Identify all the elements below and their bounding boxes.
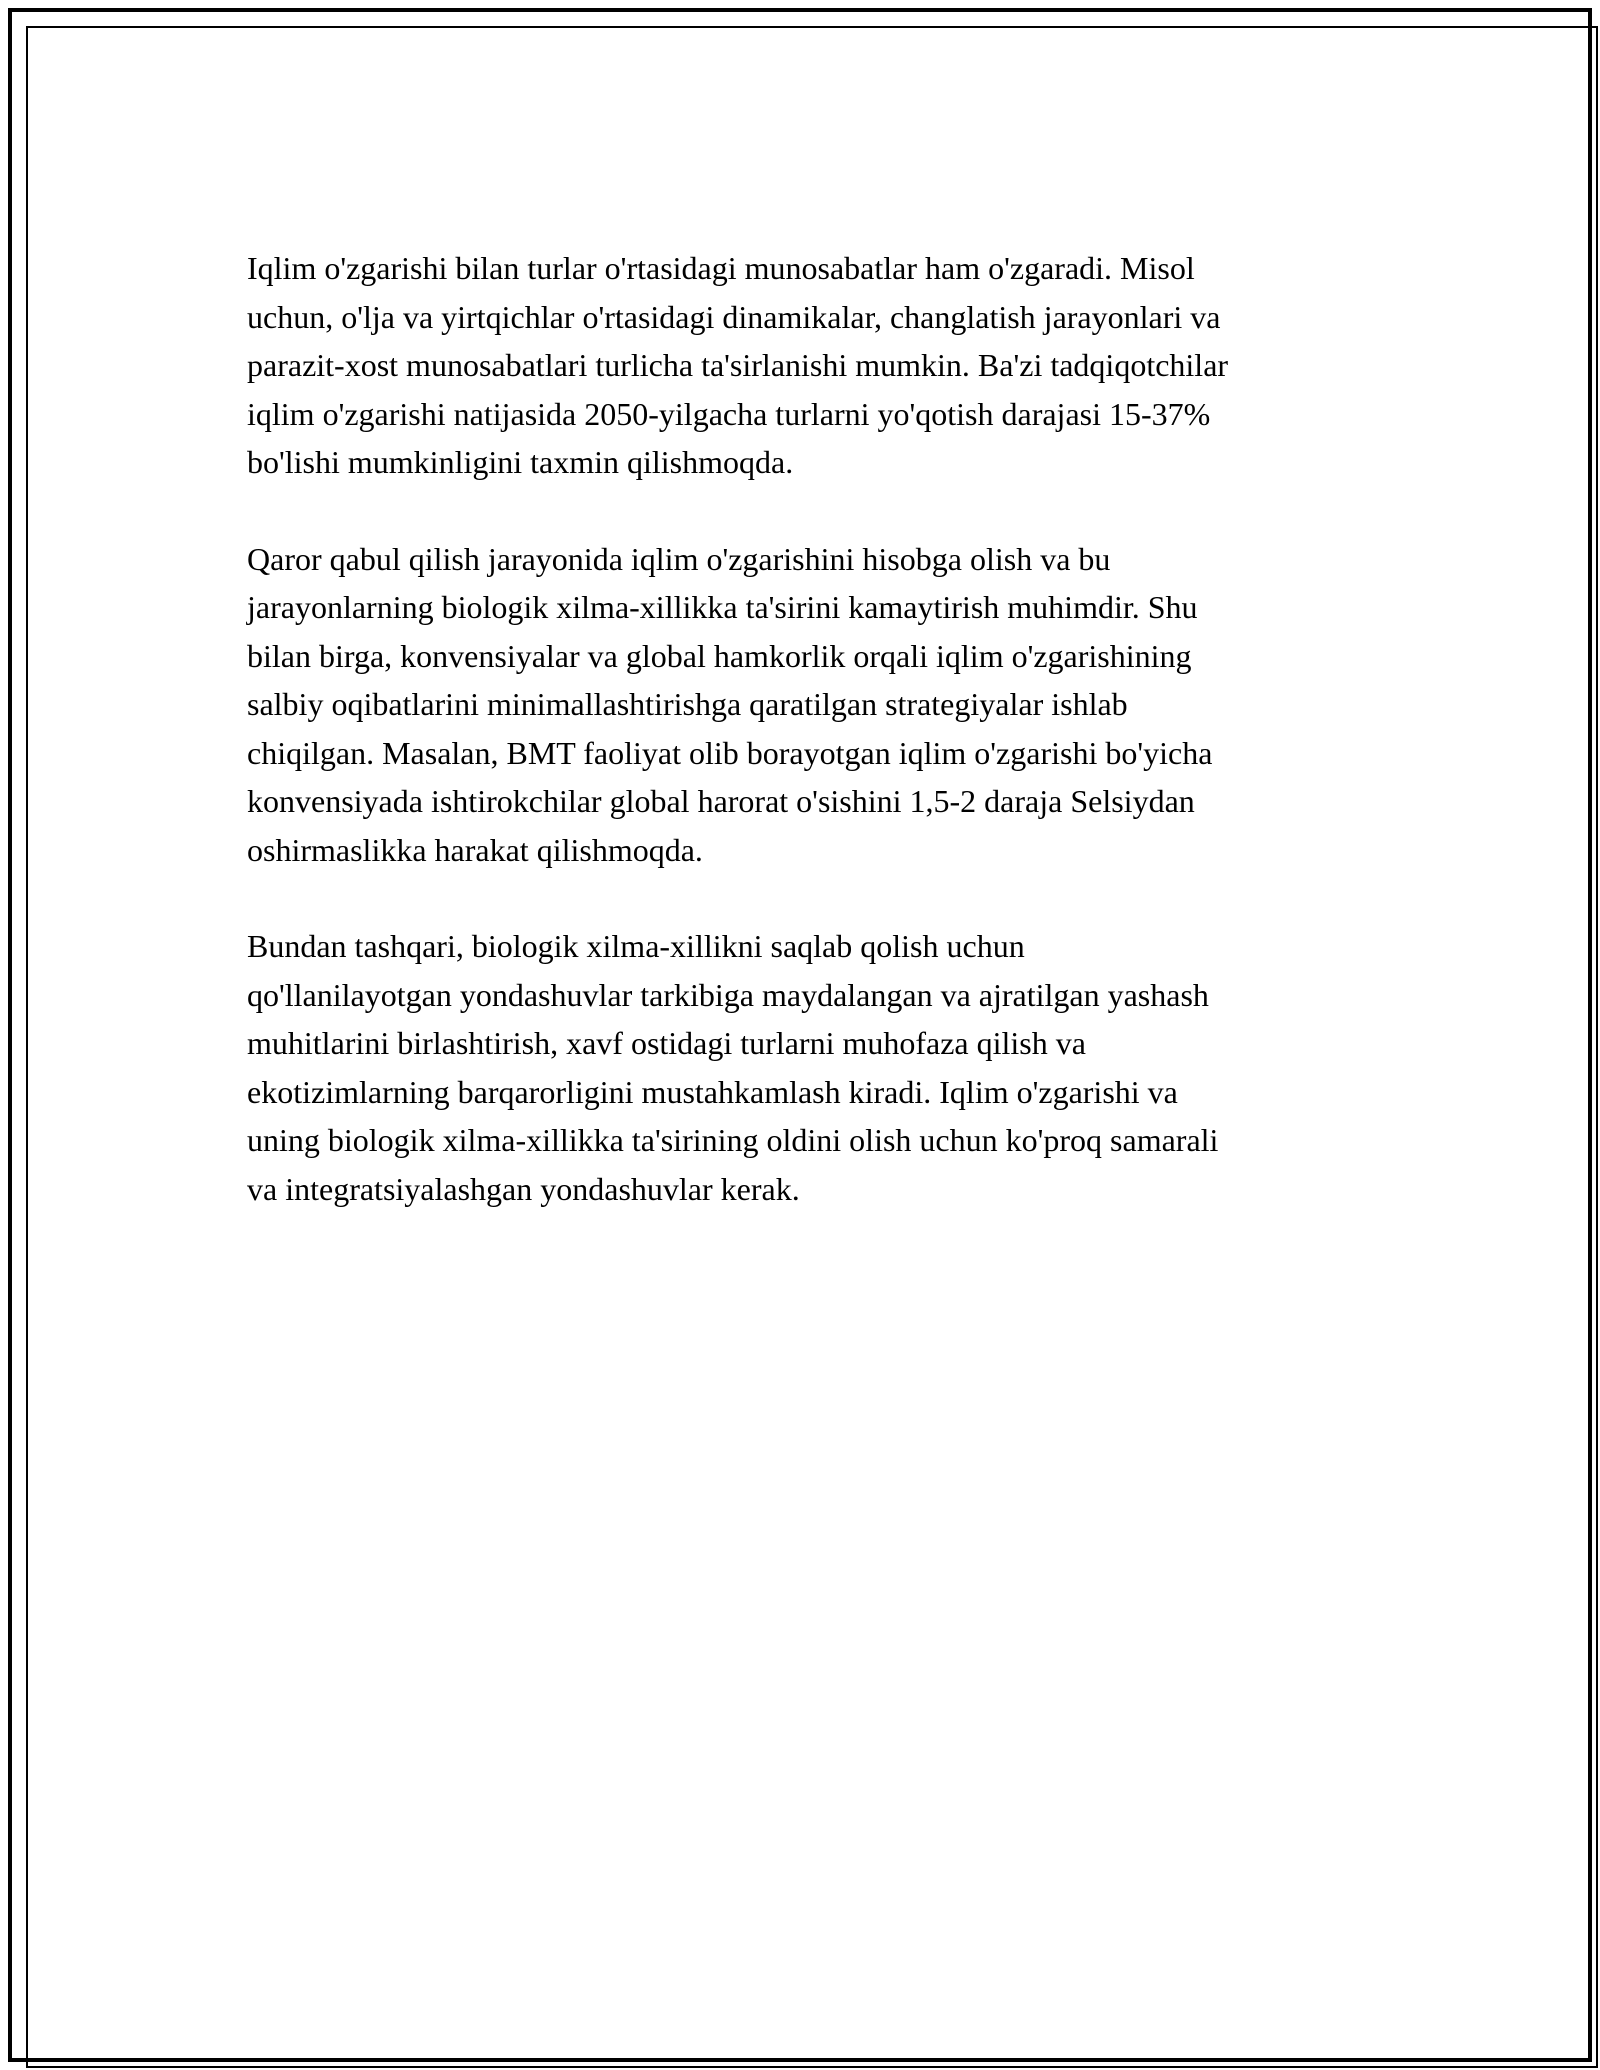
- page-content: [247, 244, 1387, 1261]
- paragraph-decision-making: Qaror qabul qilish jarayonida iqlim o'zgarishini hisobga olish va bu jarayonlarning biologik xilma-xillikka ta'sirini kamaytirish muhimdir. Shu bilan birga, konvensiyalar va global hamkorlik orqali iqlim o'zgarishining salbiy oqibatlarini minimallashtirishga qaratilgan strategiyalar ishlab chiqilgan. Masalan, BMT faoliyat olib borayotgan iqlim o'zgarishi bo'yicha konvensiyada ishtirokchilar global harorat o'sishini 1,5-2 daraja Selsiydan oshirmaslikka harakat qilishmoqda.: [247, 540, 1213, 868]
- paragraph-biodiversity-approaches: Bundan tashqari, biologik xilma-xillikni saqlab qolish uchun qo'llanilayotgan yondashuvlar tarkibiga maydalangan va ajratilgan yashash muhitlarini birlashtirish, xavf ostidagi turlarni muhofaza qilish va ekotizimlarning barqarorligini mustahkamlash kiradi. Iqlim o'zgarishi va uning biologik xilma-xillikka ta'sirining oldini olish uchun ko'proq samarali va integratsiyalashgan yondashuvlar kerak.: [247, 928, 1219, 1207]
- paragraph-species-relations: Iqlim o'zgarishi bilan turlar o'rtasidagi munosabatlar ham o'zgaradi. Misol uchun, o'lja va yirtqichlar o'rtasidagi dinamikalar, changlatish jarayonlari va parazit-xost munosabatlari turlicha ta'sirlanishi mumkin. Ba'zi tadqiqotchilar iqlim o'zgarishi natijasida 2050-yilgacha turlarni yo'qotish darajasi 15-37% bo'lishi mumkinligini taxmin qilishmoqda.: [247, 250, 1229, 480]
- page-frame-outer: [8, 8, 1592, 2062]
